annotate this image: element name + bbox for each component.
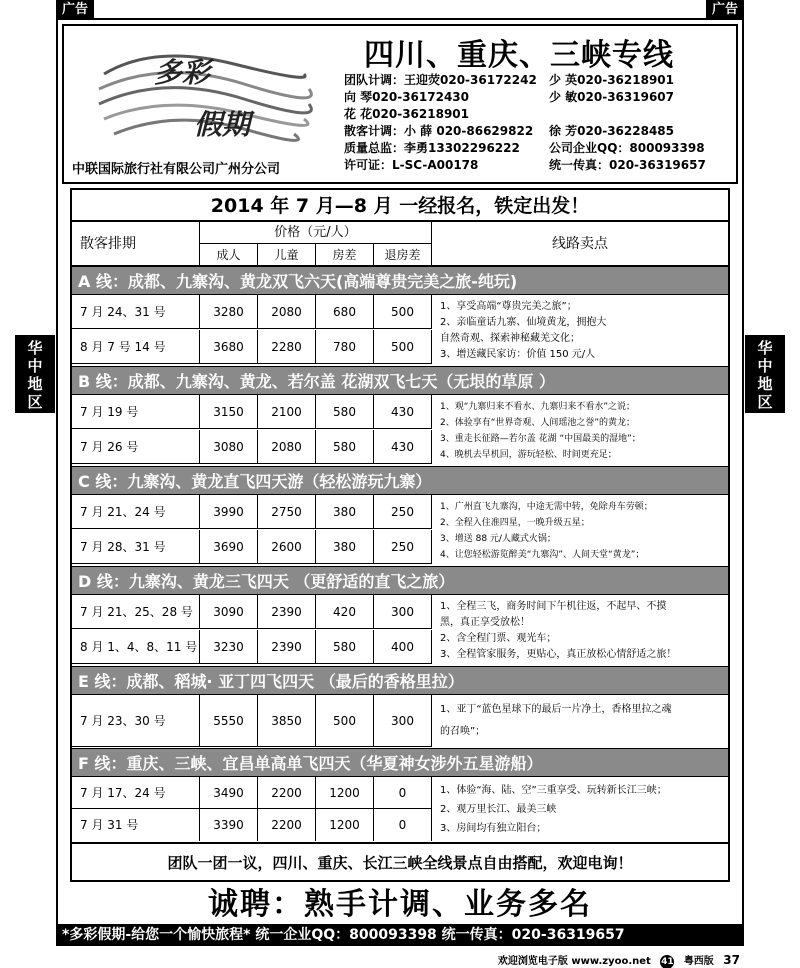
route-features: 1、享受高端“尊贵完美之旅”； 2、亲临童话九寨、仙境黄龙，拥抱大 自然奇观、探索神秘藏羌文化； 3、增送藏民家访：价值 150 元/人 — [440, 301, 607, 360]
route-section-b — [72, 366, 728, 465]
table-row: 7 月 31 号 3390 2200 1200 0 — [72, 809, 432, 841]
contact-row: 许可证：L-SC-A00178 统一传真：020-36319657 — [344, 158, 706, 172]
contact-list — [344, 72, 734, 174]
footer-badge: 41 — [661, 957, 674, 967]
table-row: 7 月 19 号 3150 2100 580 430 — [72, 395, 432, 429]
route-title: B 线：成都、九寨沟、黄龙、若尔盖 花湖双飞七天（无垠的草原 ） — [72, 366, 728, 395]
route-features: 1、体验“海、陆、空”三重享受、玩转新长江三峡； 2、观万里长江、最美三峡 3、房间均有独立阳台； — [440, 785, 667, 834]
footer-edition: 粤西版 — [683, 956, 714, 967]
route-section-a — [72, 266, 728, 365]
header-refund: 退房差 — [374, 244, 432, 266]
table-row: 7 月 21、25、28 号 3090 2390 420 300 — [72, 595, 432, 629]
logo-text-2: 假期 — [194, 108, 251, 141]
table-row: 7 月 17、24 号 3490 2200 1200 0 — [72, 777, 432, 809]
route-features: 1、亚丁“蓝色星球下的最后一片净土，香格里拉之魂 的召唤”； — [440, 704, 672, 737]
route-title: E 线：成都、稻城· 亚丁四飞四天 （最后的香格里拉） — [72, 666, 728, 695]
route-section-e — [72, 666, 728, 747]
table-title: 2014 年 7 月—8 月 一经报名，铁定出发！ — [72, 190, 728, 222]
page-footer — [492, 952, 740, 968]
region-tab-right: 华 中 地 区 — [745, 335, 785, 413]
recruit-banner: 诚聘：熟手计调、业务多名 — [208, 887, 592, 922]
page-title: 四川、重庆、三峡专线 — [364, 38, 674, 73]
company-name: 中联国际旅行社有限公司广州分公司 — [72, 162, 281, 177]
contact-row: 质量总监：李勇13302296222 公司企业QQ：800093398 — [344, 141, 705, 155]
header-features: 线路卖点 — [552, 236, 608, 252]
table-row: 8 月 1、4、8、11 号 3230 2390 580 400 — [72, 630, 432, 664]
route-title: A 线：成都、九寨沟、黄龙双飞六天(高端尊贵完美之旅-纯玩) — [72, 266, 728, 295]
contact-row: 散客计调：小 薛 020-86629822 徐 芳020-36228485 — [344, 124, 675, 138]
header-room: 房差 — [316, 244, 374, 266]
agency-header — [62, 24, 738, 184]
route-section-f — [72, 748, 728, 841]
route-section-c — [72, 466, 728, 565]
ad-label-right: 广告 — [706, 0, 744, 20]
schedule-table — [70, 188, 730, 882]
table-row: 7 月 21、24 号 3990 2750 380 250 — [72, 495, 432, 529]
contact-row: 向 琴020-36172430 少 敏020-36319607 — [344, 90, 675, 104]
table-footnote: 团队一团一议，四川、重庆、长江三峡全线景点自由搭配，欢迎电询！ — [72, 842, 728, 880]
header-adult: 成人 — [200, 244, 258, 266]
table-row: 7 月 24、31 号 3280 2080 680 500 — [72, 295, 432, 329]
table-row: 7 月 26 号 3080 2080 580 430 — [72, 430, 432, 464]
table-header — [72, 222, 728, 266]
table-row: 8 月 7 号 14 号 3680 2280 780 500 — [72, 330, 432, 364]
ad-header-bar — [0, 0, 800, 20]
route-section-d — [72, 566, 728, 665]
region-tab-left: 华 中 地 区 — [15, 335, 55, 413]
route-title: F 线：重庆、三峡、宜昌单高单飞四天（华夏神女涉外五星游船） — [72, 748, 728, 777]
route-features: 1、观“九寨归来不看水、九寨归来不看水”之说； 2、体验享有“世界奇观、人间瑶池之誉”的黄龙； 3、重走长征路—若尔盖 花湖 “中国最美的湿地”； 4、晚机去早机回，游玩轻松、时间更充足； — [440, 402, 641, 460]
footer-site: 欢迎浏览电子版 www.zyoo.net — [497, 956, 651, 967]
page-number: 37 — [723, 953, 740, 967]
route-features: 1、全程三飞，商务时间下午机往返，不起早、不摸 黑，真正享受放松！ 2、含全程门票、观光车； 3、全程管家服务，更贴心，真正放松心情舒适之旅！ — [440, 601, 677, 660]
header-schedule: 散客排期 — [72, 222, 200, 266]
header-price: 价格（元/人） — [200, 222, 432, 244]
table-row: 7 月 23、30 号 5550 3850 500 300 — [72, 695, 432, 747]
route-features: 1、广州直飞九寨沟，中途无需中转，免除舟车劳顿； 2、全程入住准四星，一晚升级五星； 3、增送 88 元/人藏式火锅； 4、让您轻松游览醉美“九寨沟”、人间天堂“黄龙”； — [440, 502, 653, 560]
contact-row: 团队计调：王迎荧020-36172242 少 英020-36218901 — [344, 73, 675, 87]
contact-row: 花 花020-36218901 — [344, 107, 470, 121]
route-title: C 线：九寨沟、黄龙直飞四天游（轻松游玩九寨） — [72, 466, 728, 495]
contact-bar: *多彩假期-给您一个愉快旅程* 统一企业QQ：800093398 统一传真：020-36319657 — [56, 924, 744, 946]
header-child: 儿童 — [258, 244, 316, 266]
logo-text-1: 多彩 — [154, 56, 211, 89]
ad-label-left: 广告 — [56, 0, 94, 20]
route-title: D 线：九寨沟、黄龙三飞四天 （更舒适的直飞之旅） — [72, 566, 728, 595]
table-row: 7 月 28、31 号 3690 2600 380 250 — [72, 530, 432, 564]
company-logo — [94, 34, 314, 164]
